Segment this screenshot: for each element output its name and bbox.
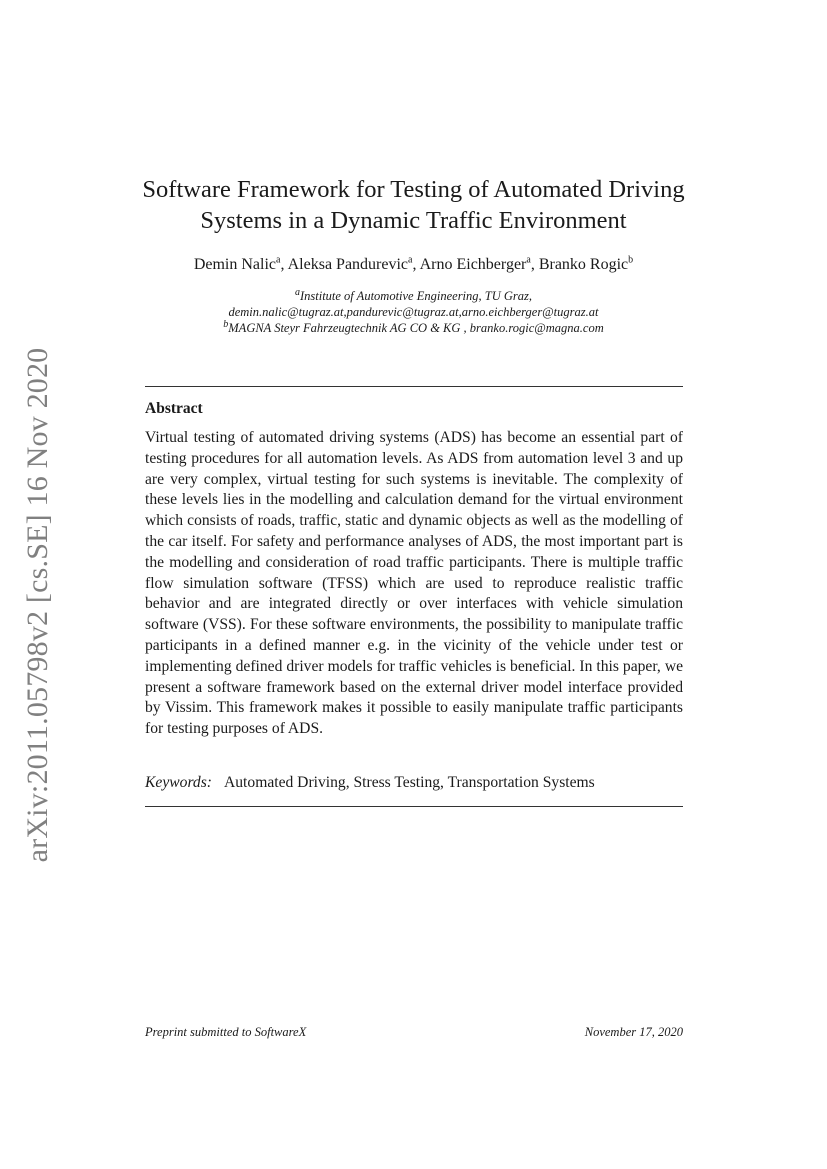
keywords (145, 774, 683, 792)
abstract-top-rule (145, 386, 683, 387)
affiliation-a-emails: demin.nalic@tugraz.at,pandurevic@tugraz.at,arno.eichberger@tugraz.at (228, 305, 599, 319)
author: Aleksa Pandurevic$^a$ (287, 254, 413, 273)
keywords-text: Automated Driving, Stress Testing, Transportation Systems (224, 774, 595, 791)
paper-title (110, 174, 717, 236)
affiliation-b: $^b$MAGNA Steyr Fahrzeugtechnik AG CO & KG , branko.rogic@magna.com (223, 318, 604, 335)
author: Arno Eichberger$^a$ (419, 254, 531, 273)
footer-date: November 17, 2020 (584, 1025, 683, 1039)
keywords-label: Keywords: (145, 774, 212, 791)
title-line-1: Software Framework for Testing of Automated Driving (142, 176, 685, 203)
page-footer (145, 1025, 683, 1040)
footer-submission-note: Preprint submitted to SoftwareX (145, 1025, 307, 1039)
abstract-heading: Abstract (145, 400, 203, 417)
abstract-text: Virtual testing of automated driving systems (ADS) has become an essential part of testing procedures for all automation levels. As ADS from automation level 3 and up are very complex, virtual testing for such systems is inevitable. The complexity of these levels lies in the modelling and calculation demand for the virtual environment which consists of roads, traffic, static and dynamic objects as well as the modelling of the car itself. For safety and performance analyses of ADS, the most important part is the modelling and consideration of road traffic participants. There is multiple traffic flow simulation software (TFSS) which are used to reproduce realistic traffic behavior and are integrated directly or over interfaces with vehicle simulation software (VSS). For these software environments, the possibility to manipulate traffic participants in a defined manner e.g. in the vicinity of the vehicle under test or implementing defined driver models for traffic vehicles is beneficial. In this paper, we present a software framework based on the external driver model interface provided by Vissim. This framework makes it possible to easily manipulate traffic participants for testing purposes of ADS. (145, 429, 683, 738)
author: Branko Rogic$^b$ (538, 254, 634, 273)
affiliations (110, 288, 717, 336)
arxiv-identifier-stamp: arXiv:2011.05798v2 [cs.SE] 16 Nov 2020 (21, 347, 54, 863)
title-line-2: Systems in a Dynamic Traffic Environment (200, 207, 627, 234)
author-list: Demin Nalic$^a$, Aleksa Pandurevic$^a$, Arno Eichberger$^a$, Branko Rogic$^b$ (193, 254, 634, 273)
abstract-bottom-rule (145, 806, 683, 807)
affiliation-a: $^a$Institute of Automotive Engineering, TU Graz, (294, 286, 533, 303)
author: Demin Nalic$^a$ (193, 254, 281, 273)
